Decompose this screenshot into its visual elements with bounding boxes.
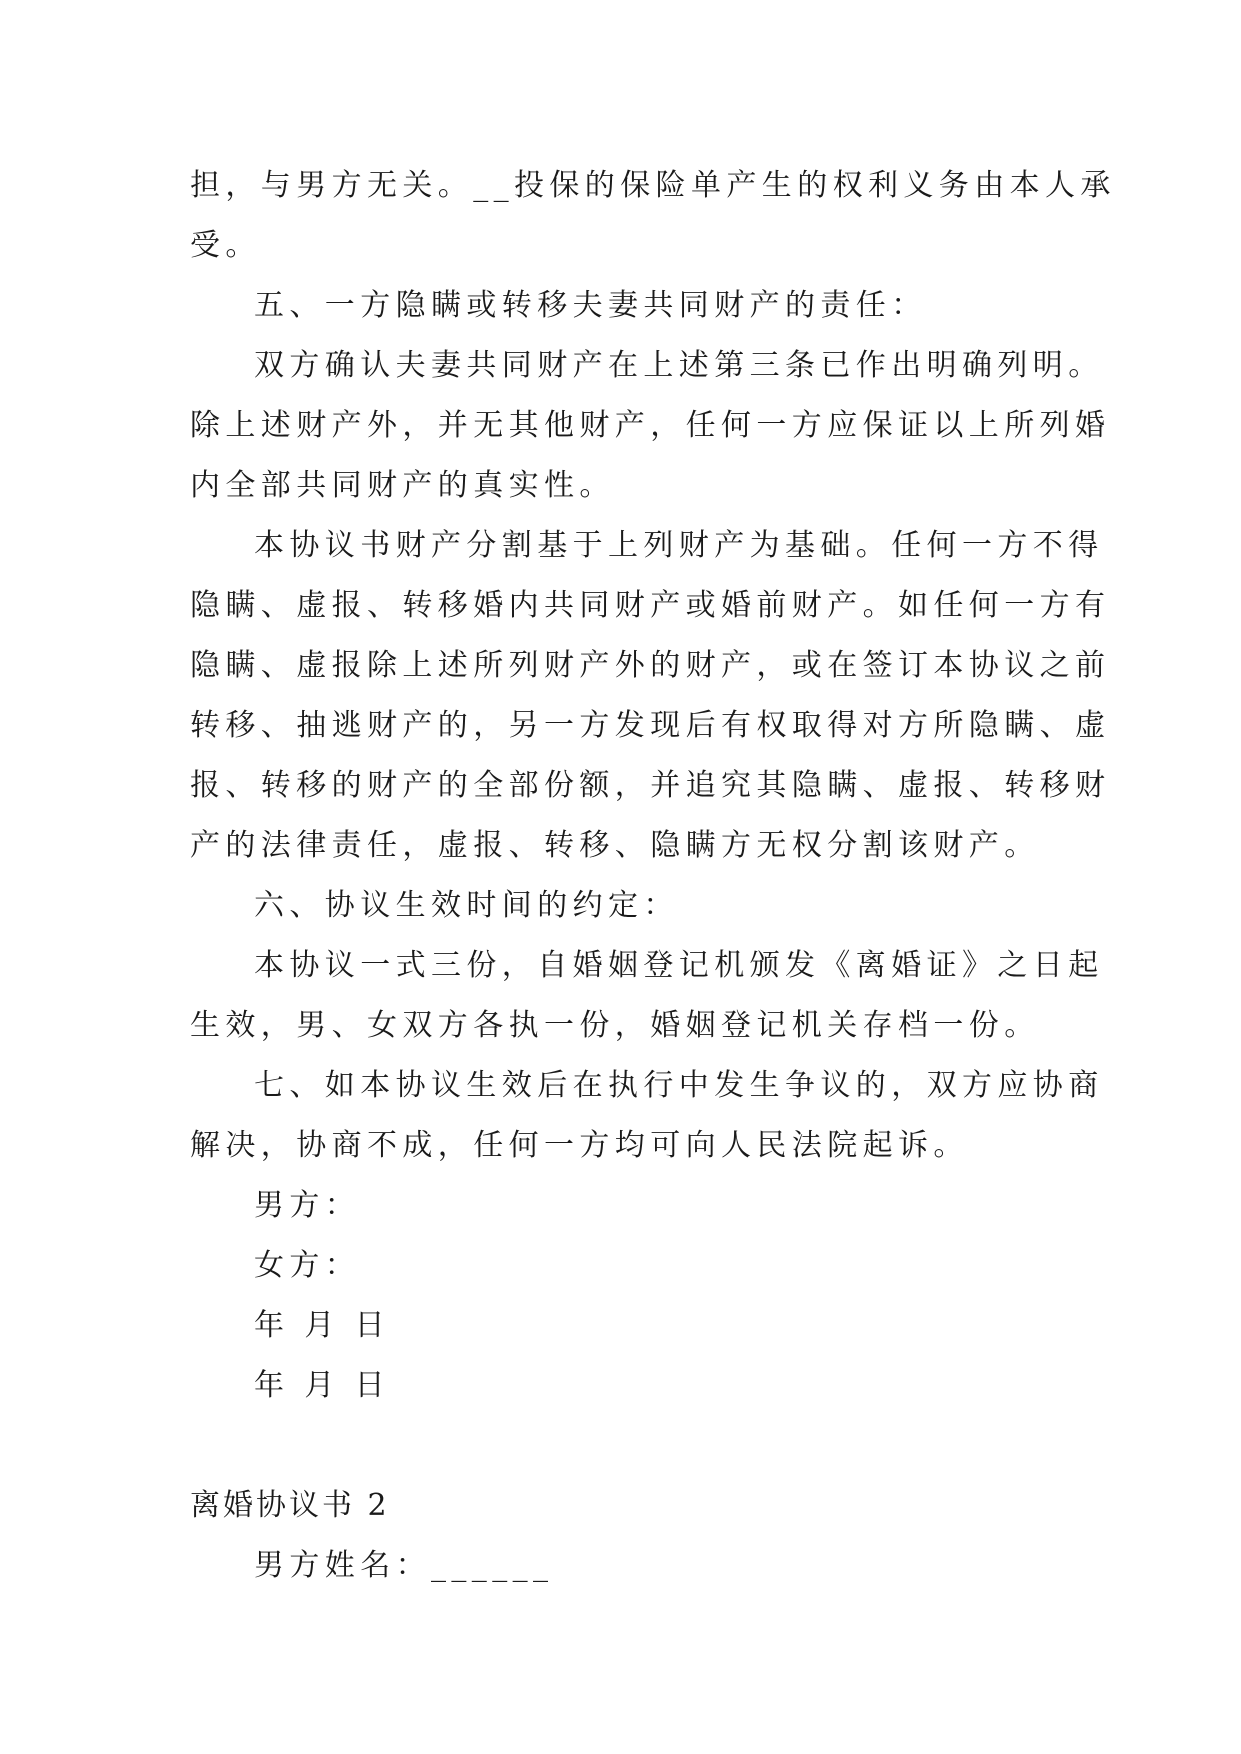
text-line-17: 解决，协商不成，任何一方均可向人民法院起诉。 [190, 1128, 969, 1163]
text-line-6: 内全部共同财产的真实性。 [190, 468, 615, 503]
text-line-5: 除上述财产外，并无其他财产，任何一方应保证以上所列婚 [190, 408, 1111, 443]
text-line-7: 本协议书财产分割基于上列财产为基础。任何一方不得 [254, 528, 1104, 563]
text-line-8: 隐瞒、虚报、转移婚内共同财产或婚前财产。如任何一方有 [190, 588, 1111, 623]
text-line-1: 担，与男方无关。__投保的保险单产生的权利义务由本人承 [190, 168, 1116, 203]
text-line-14: 本协议一式三份，自婚姻登记机颁发《离婚证》之日起 [254, 948, 1104, 983]
section-heading-7: 七、如本协议生效后在执行中发生争议的，双方应协商 [254, 1068, 1104, 1103]
document-body [190, 156, 1116, 1596]
text-line-9: 隐瞒、虚报除上述所列财产外的财产，或在签订本协议之前 [190, 648, 1111, 683]
signature-date-1: 年 月 日 [254, 1308, 391, 1343]
male-name-field-label: 男方姓名：______ [254, 1548, 554, 1583]
signature-date-2: 年 月 日 [254, 1368, 391, 1403]
signature-male-label: 男方： [254, 1188, 361, 1223]
section-heading-6: 六、协议生效时间的约定： [254, 888, 679, 923]
text-line-4: 双方确认夫妻共同财产在上述第三条已作出明确列明。 [254, 348, 1104, 383]
section-heading-5: 五、一方隐瞒或转移夫妻共同财产的责任： [254, 288, 927, 323]
text-line-12: 产的法律责任，虚报、转移、隐瞒方无权分割该财产。 [190, 828, 1040, 863]
text-line-15: 生效，男、女双方各执一份，婚姻登记机关存档一份。 [190, 1008, 1040, 1043]
signature-female-label: 女方： [254, 1248, 361, 1283]
text-line-10: 转移、抽逃财产的，另一方发现后有权取得对方所隐瞒、虚 [190, 708, 1111, 743]
text-line-11: 报、转移的财产的全部份额，并追究其隐瞒、虚报、转移财 [190, 768, 1111, 803]
section-spacer [190, 1416, 1060, 1476]
text-line-2: 受。 [190, 228, 261, 263]
next-document-title: 离婚协议书 2 [190, 1488, 390, 1523]
